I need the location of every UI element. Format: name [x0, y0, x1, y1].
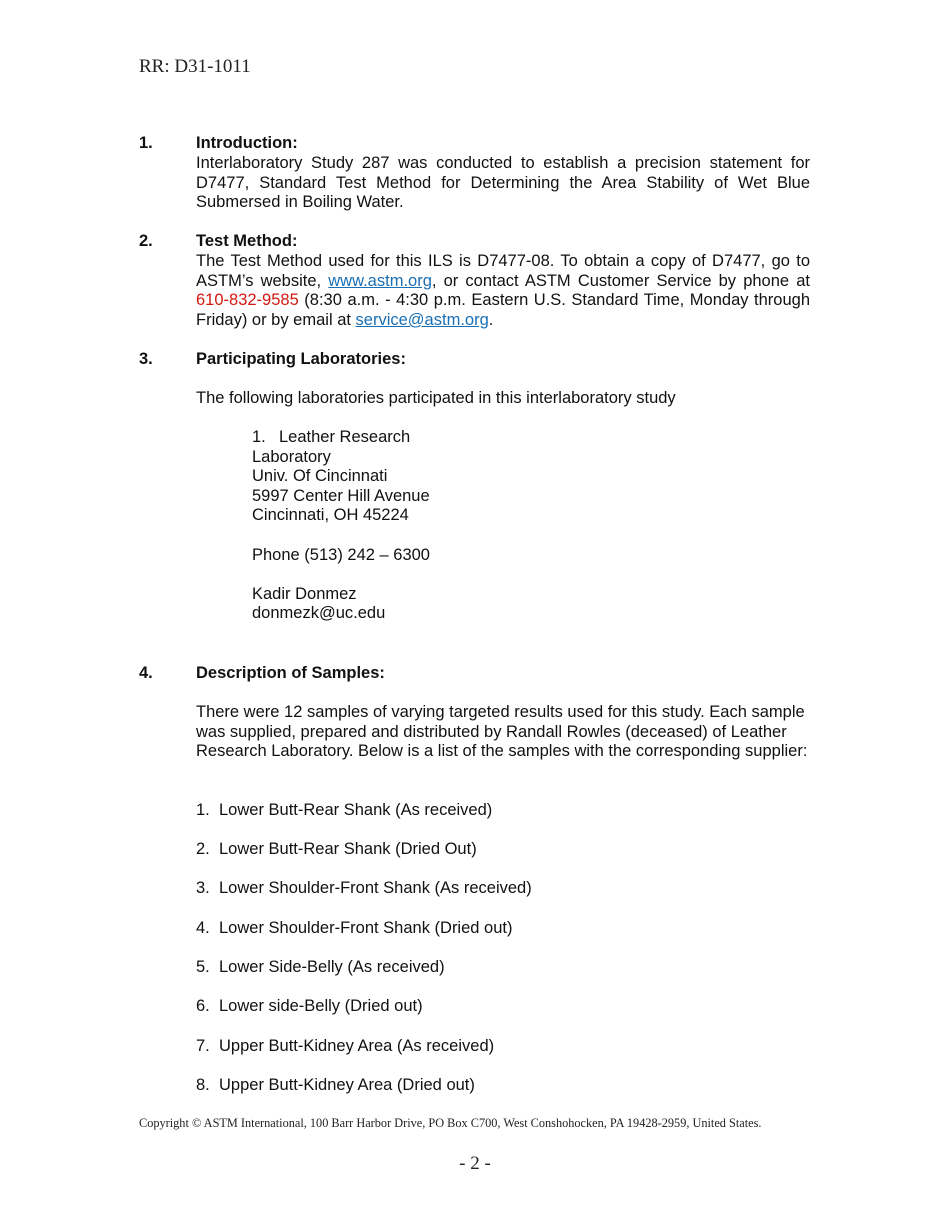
astm-website-link[interactable]: www.astm.org	[328, 271, 432, 290]
section-4-heading	[139, 664, 385, 683]
sample-number: 6.	[196, 997, 210, 1015]
sample-number: 7.	[196, 1037, 210, 1055]
section-1-title: Introduction:	[196, 134, 298, 152]
section-2-heading	[139, 232, 297, 251]
page-number: - 2 -	[459, 1153, 491, 1174]
sample-item	[196, 840, 477, 859]
sample-item	[196, 997, 423, 1016]
sample-label: Lower Butt-Rear Shank (Dried Out)	[219, 840, 477, 858]
sample-number: 2.	[196, 840, 210, 858]
section-3-title: Participating Laboratories:	[196, 350, 406, 368]
section-1-heading	[139, 134, 298, 153]
samples-description-text: There were 12 samples of varying targeted results used for this study. Each sample was supplied, prepared and distributed by Randall Rowles (deceased) of Leather Research Laboratory. Below is a list of the samples with the corresponding supplier:	[196, 703, 808, 761]
lab-organization: Univ. Of Cincinnati	[252, 467, 388, 486]
section-4-title: Description of Samples:	[196, 664, 385, 682]
lab-name-text: Leather Research	[279, 428, 411, 446]
sample-label: Lower Shoulder-Front Shank (As received)	[219, 879, 532, 897]
sample-label: Lower Butt-Rear Shank (As received)	[219, 801, 493, 819]
participating-labs-intro: The following laboratories participated in this interlaboratory study	[196, 389, 676, 407]
lab-name-line-2: Laboratory	[252, 447, 331, 466]
lab-contact-name: Kadir Donmez	[252, 584, 357, 603]
section-1-number: 1.	[139, 134, 153, 152]
lab-street: 5997 Center Hill Avenue	[252, 486, 430, 505]
lab-city: Cincinnati, OH 45224	[252, 506, 409, 525]
sample-item	[196, 801, 492, 820]
section-3-number: 3.	[139, 350, 153, 368]
sample-label: Lower side-Belly (Dried out)	[219, 997, 423, 1015]
sample-item	[196, 1076, 475, 1095]
lab-name-line-1	[252, 428, 430, 448]
copyright-footer: Copyright © ASTM International, 100 Barr Harbor Drive, PO Box C700, West Conshohocken, PA 19428-2959, United States.	[139, 1116, 762, 1130]
sample-number: 8.	[196, 1076, 210, 1094]
sample-number: 1.	[196, 801, 210, 819]
section-3-heading	[139, 350, 406, 369]
report-reference: RR: D31-1011	[139, 56, 251, 77]
lab-entry	[252, 428, 430, 624]
sample-label: Lower Side-Belly (As received)	[219, 958, 445, 976]
test-method-text-c: (8:30 a.m. - 4:30 p.m. Eastern U.S. Standard Time, Monday through Friday) or by email at	[196, 291, 810, 329]
sample-label: Upper Butt-Kidney Area (Dried out)	[219, 1076, 475, 1094]
sample-item	[196, 958, 445, 977]
lab-phone: Phone (513) 242 – 6300	[252, 545, 430, 564]
test-method-text-a: The Test Method used for this ILS is D7477-08. To obtain a copy of D7477, go to ASTM’s website,	[196, 252, 810, 290]
test-method-text	[196, 252, 810, 330]
test-method-text-b: , or contact ASTM Customer Service by phone at	[431, 271, 810, 290]
sample-item	[196, 919, 512, 938]
sample-number: 3.	[196, 879, 210, 897]
lab-contact-email: donmezk@uc.edu	[252, 604, 386, 623]
sample-label: Upper Butt-Kidney Area (As received)	[219, 1037, 495, 1055]
section-4-number: 4.	[139, 664, 153, 682]
introduction-text: Interlaboratory Study 287 was conducted to establish a precision statement for D7477, Standard Test Method for Determining the Area Stability of Wet Blue Submersed in Boiling Water.	[196, 154, 810, 212]
sample-label: Lower Shoulder-Front Shank (Dried out)	[219, 919, 513, 937]
sample-number: 5.	[196, 958, 210, 976]
lab-number: 1.	[252, 428, 266, 446]
sample-item	[196, 1037, 494, 1056]
section-2-number: 2.	[139, 232, 153, 250]
service-email-link[interactable]: service@astm.org	[355, 310, 489, 329]
sample-item	[196, 879, 532, 898]
section-2-title: Test Method:	[196, 232, 298, 250]
test-method-text-d: .	[488, 310, 494, 329]
customer-service-phone: 610-832-9585	[196, 291, 299, 310]
sample-number: 4.	[196, 919, 210, 937]
